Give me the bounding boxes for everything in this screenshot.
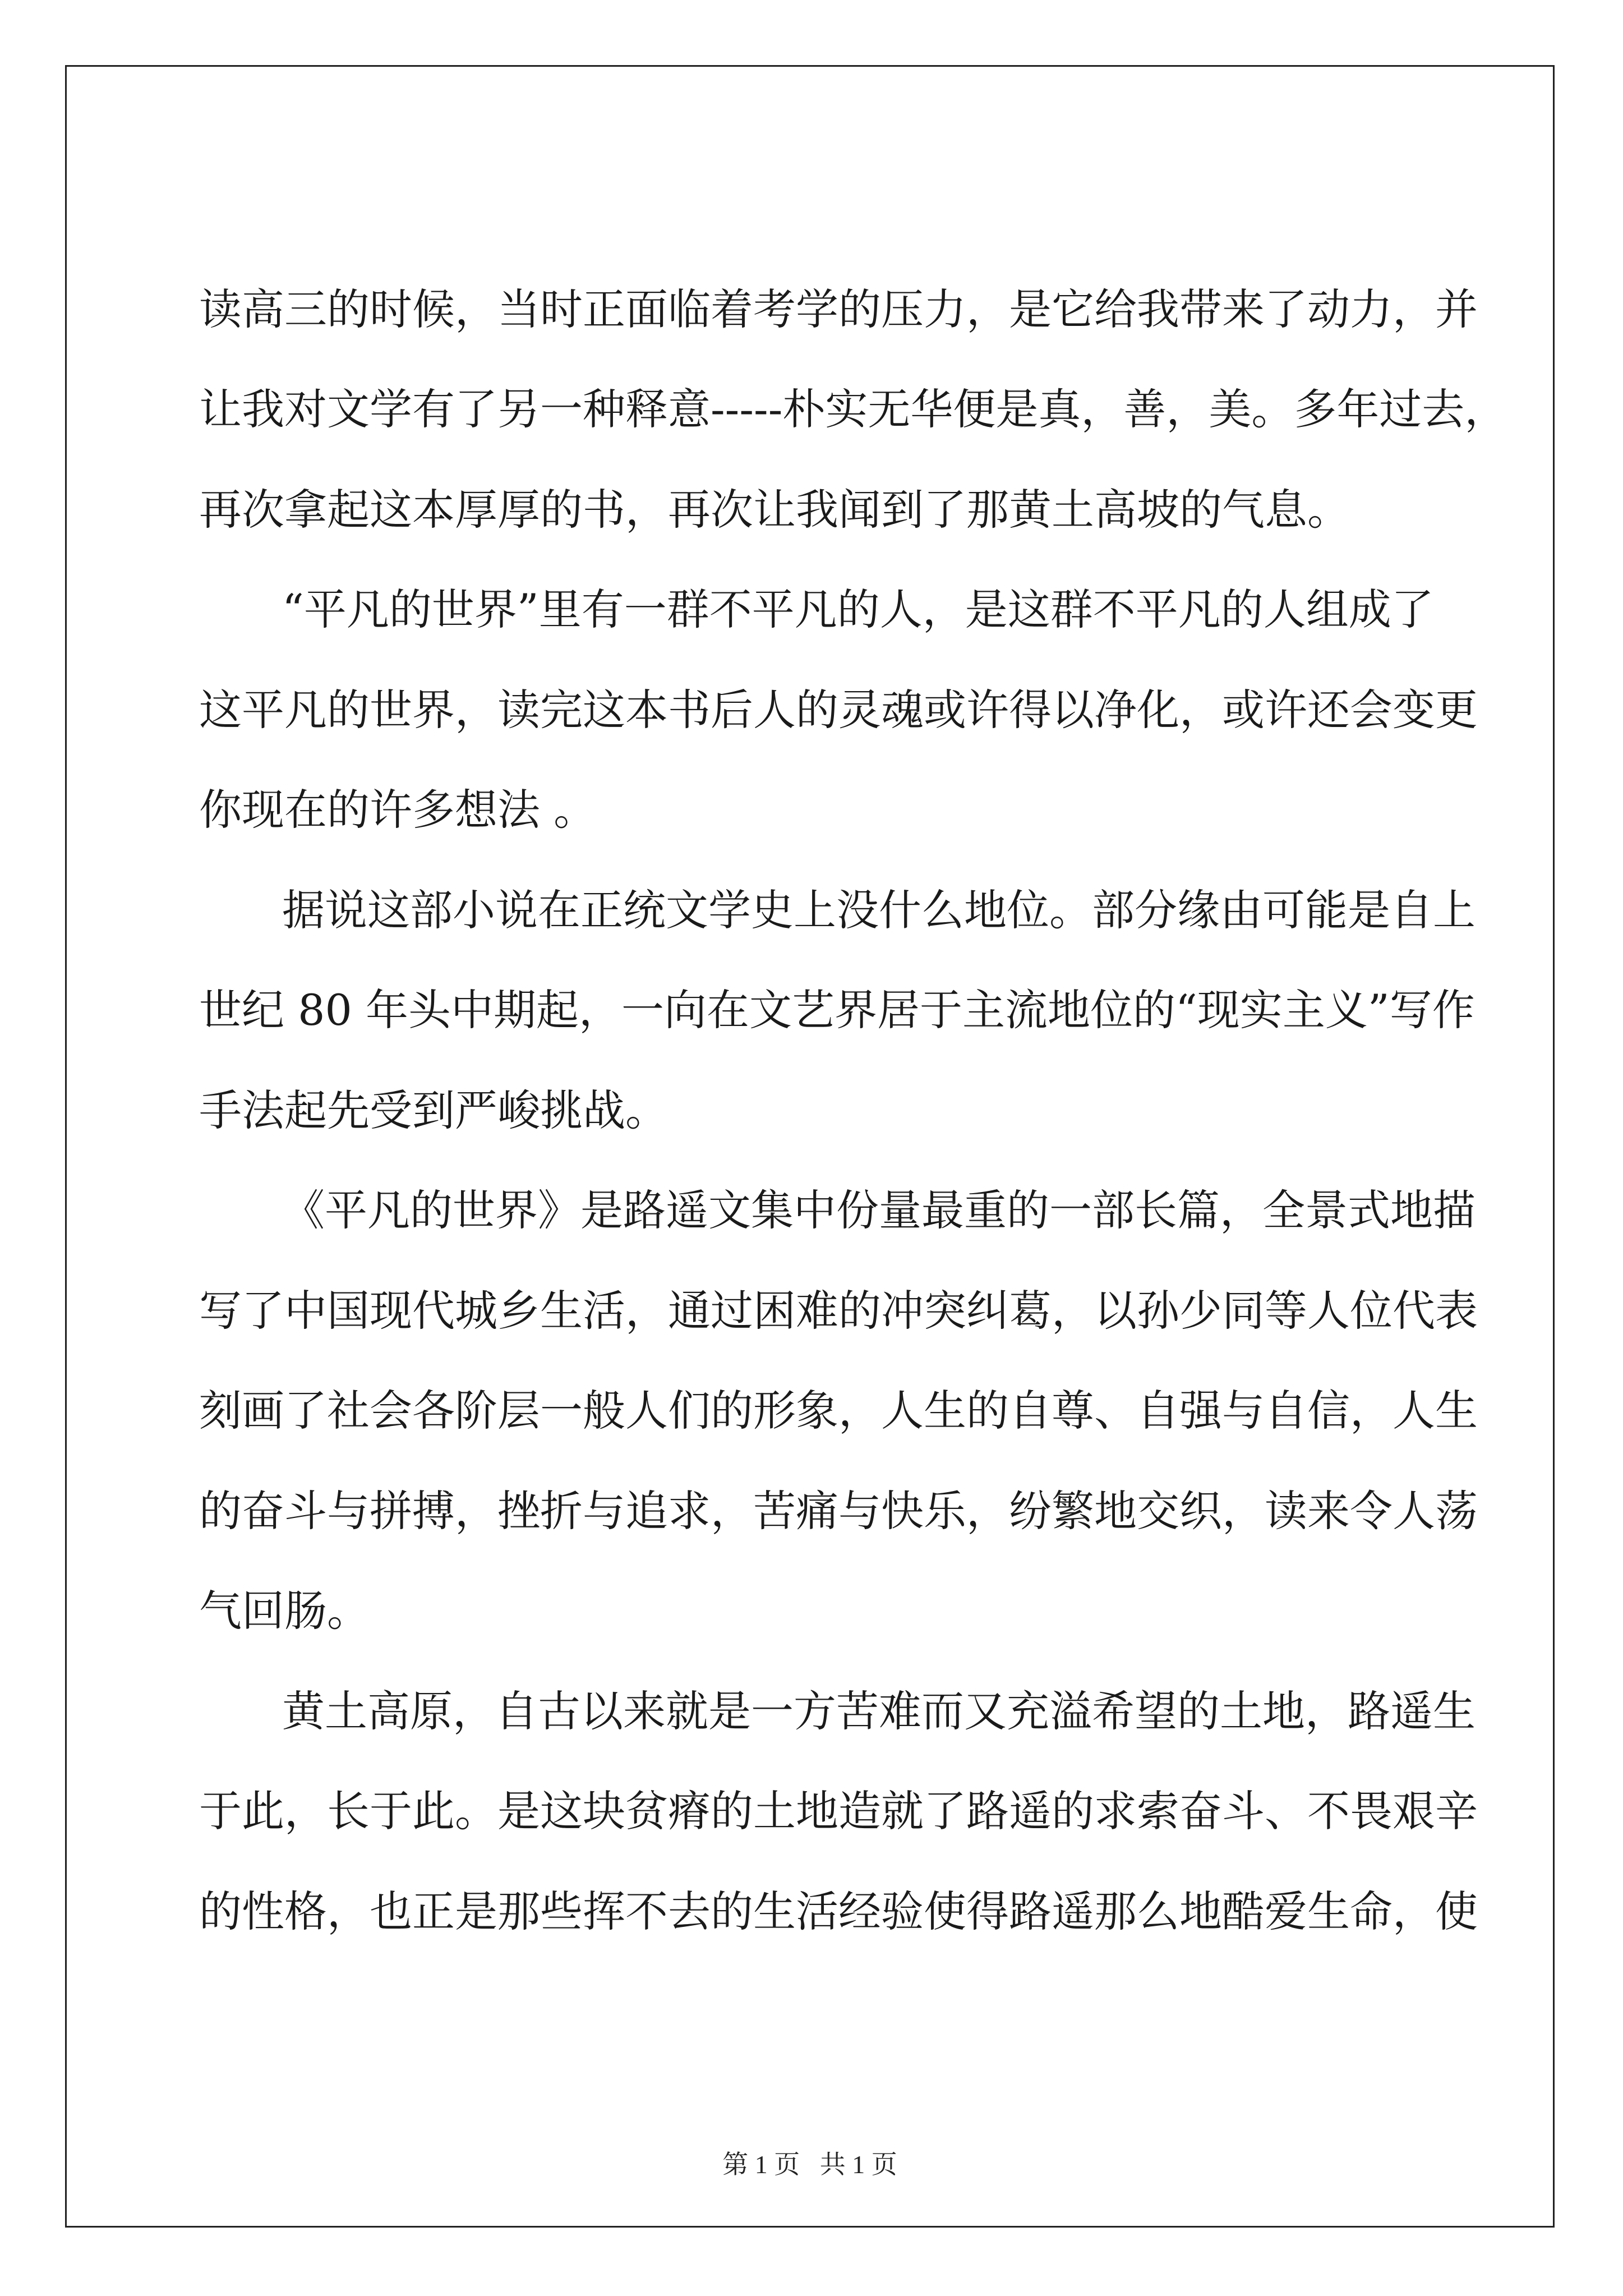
text-line: 世纪 80 年头中期起，一向在文艺界居于主流地位的“现实主义”写作 bbox=[199, 985, 1475, 1035]
text-line: 手法起先受到严峻挑战。 bbox=[199, 1085, 668, 1135]
page-number: 第 1 页 bbox=[722, 2150, 800, 2179]
text-line: 写了中国现代城乡生活，通过困难的冲突纠葛，以孙少同等人位代表 bbox=[199, 1286, 1478, 1336]
text-line: 读高三的时候，当时正面临着考学的压力，是它给我带来了动力，并 bbox=[199, 284, 1478, 334]
paragraph-start-line: “平凡的世界”里有一群不平凡的人，是这群不平凡的人组成了 bbox=[282, 585, 1434, 634]
paragraph-start-line: 据说这部小说在正统文学史上没什么地位。部分缘由可能是自上 bbox=[282, 885, 1476, 935]
paragraph-start-line: 黄土高原，自古以来就是一方苦难而又充溢希望的土地，路遥生 bbox=[282, 1686, 1476, 1736]
text-line: 让我对文学有了另一种释意-----朴实无华便是真，善，美。多年过去， bbox=[199, 384, 1507, 434]
text-line: 气回肠。 bbox=[199, 1586, 370, 1636]
text-line: 的奋斗与拼搏，挫折与追求，苦痛与快乐，纷繁地交织，读来令人荡 bbox=[199, 1486, 1478, 1536]
page-total: 共 1 页 bbox=[819, 2150, 897, 2179]
paragraph-start-line: 《平凡的世界》是路遥文集中份量最重的一部长篇，全景式地描 bbox=[282, 1185, 1476, 1235]
document-page bbox=[65, 65, 1555, 2228]
page-footer bbox=[67, 2149, 1553, 2180]
text-line: 刻画了社会各阶层一般人们的形象，人生的自尊、自强与自信，人生 bbox=[199, 1386, 1478, 1435]
text-line: 这平凡的世界，读完这本书后人的灵魂或许得以净化，或许还会变更 bbox=[199, 685, 1478, 735]
text-line: 再次拿起这本厚厚的书，再次让我闻到了那黄土高坡的气息。 bbox=[199, 485, 1350, 535]
text-line: 你现在的许多想法 。 bbox=[199, 785, 597, 835]
text-line: 的性格，也正是那些挥不去的生活经验使得路遥那么地酷爱生命，使 bbox=[199, 1887, 1478, 1936]
text-line: 于此，长于此。是这块贫瘠的土地造就了路遥的求索奋斗、不畏艰辛 bbox=[199, 1786, 1478, 1836]
